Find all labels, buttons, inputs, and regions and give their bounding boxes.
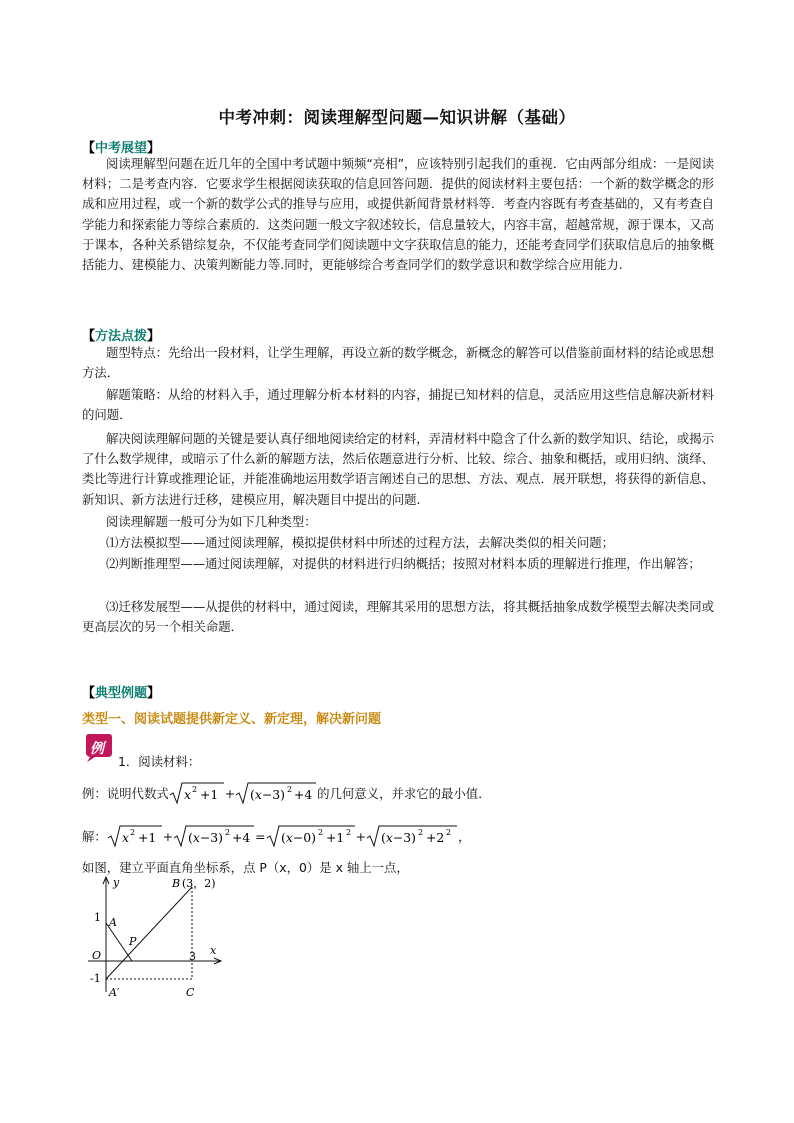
tick-label-minus1: -1 bbox=[90, 972, 101, 985]
method-key: 解决阅读理解问题的关键是要认真仔细地阅读给定的材料，弄清材料中隐含了什么新的数学知识、结论，或揭示了什么数学规律，或暗示了什么新的解题方法，然后依题意进行分析、比较、综合、抽象和概括，或用归纳、演绎、类比等进行计算或推理论证，并能准确地运用数学语言阐述自己的思想、方法、观点．展开联想，将获得的新信息、新知识、新方法进行迁移，建模应用，解决题目中提出的问题. bbox=[82, 431, 714, 507]
solution-line: 解： x 2 +1 + (x−3) 2 +4 = (x−0) 2 +1 2 + (x−3) 2 +2 2 ， bbox=[82, 821, 470, 851]
svg-text:+4: +4 bbox=[232, 830, 251, 845]
point-A-label: A bbox=[109, 916, 117, 929]
point-B-coords: (3，2) bbox=[182, 877, 216, 890]
radical-expression bbox=[235, 781, 317, 805]
example-prefix: 例：说明代数式 bbox=[82, 786, 169, 801]
section-label: 方法点拨 bbox=[95, 329, 148, 344]
svg-text:x: x bbox=[183, 787, 191, 802]
point-P-label: P bbox=[129, 935, 137, 948]
coordinate-figure bbox=[82, 874, 232, 1004]
section-header-method: 【方法点拨】 bbox=[82, 329, 161, 344]
radical-expression bbox=[266, 824, 356, 848]
method-strategy: 解题策略：从给的材料入手，通过理解分析本材料的内容，捕捉已知材料的信息，灵活应用这些信息解决新材料的问题． bbox=[82, 387, 714, 423]
section-label: 中考展望 bbox=[95, 141, 148, 156]
svg-text:2: 2 bbox=[191, 785, 197, 794]
svg-text:2: 2 bbox=[417, 828, 424, 837]
svg-text:+1: +1 bbox=[137, 830, 157, 845]
page-title: 中考冲刺：阅读理解型问题—知识讲解（基础） bbox=[218, 108, 576, 127]
radical-expression bbox=[107, 824, 163, 848]
point-B-label: B bbox=[172, 877, 181, 890]
svg-text:+1: +1 bbox=[199, 787, 218, 802]
example-suffix: 的几何意义，并求它的最小值． bbox=[317, 786, 491, 801]
svg-text:+2: +2 bbox=[425, 830, 445, 845]
svg-text:2: 2 bbox=[317, 828, 323, 837]
svg-text:2: 2 bbox=[345, 828, 351, 837]
tick-label-1: 1 bbox=[94, 911, 101, 924]
example-line: 例：说明代数式 x 2 +1 + (x−3) 2 +4 的几何意义，并求它的最小值． bbox=[82, 778, 491, 808]
svg-text:2: 2 bbox=[129, 828, 135, 837]
svg-text:2: 2 bbox=[287, 785, 293, 794]
svg-text:(x−3): (x−3) bbox=[380, 830, 416, 845]
segment-AprimeB bbox=[106, 887, 192, 979]
item-1-heading: 1．阅读材料： bbox=[118, 754, 201, 769]
method-type-2: ⑵判断推理型——通过阅读理解，对提供的材料进行归纳概括；按照对材料本质的理解进行推理，作出解答； bbox=[106, 556, 701, 571]
svg-text:(x−3): (x−3) bbox=[188, 830, 224, 845]
radical-expression bbox=[173, 824, 255, 848]
svg-text:+1: +1 bbox=[325, 830, 344, 845]
radical-expression bbox=[366, 824, 458, 848]
section-header-examples: 【典型例题】 bbox=[82, 686, 161, 701]
point-Aprime-label: A′ bbox=[109, 986, 120, 999]
coordinate-setup-text: 如图，建立平面直角坐标系，点 P（x，0）是 x 轴上一点， bbox=[82, 860, 409, 875]
x-axis-label: x bbox=[210, 944, 217, 957]
y-axis-label: y bbox=[113, 876, 120, 889]
section-header-outlook: 【中考展望】 bbox=[82, 141, 161, 156]
example-badge-label: 例 bbox=[90, 741, 104, 757]
outlook-paragraph: 阅读理解型问题在近几年的全国中考试题中频频“亮相”，应该特别引起我们的重视．它由两部分组成：一是阅读材料；二是考查内容．它要求学生根据阅读获取的信息回答问题．提供的阅读材料主要包括：一个新的数学概念的形成和应用过程，或一个新的数学公式的推导与应用，或提供新闻背景材料等．考查内容既有考查基础的，又有考查自学能力和探索能力等综合素质的．这类问题一般文字叙述较长，信息量较大，内容丰富，超越常规，源于课本，又高于课本，各种关系错综复杂，不仅能考查同学们阅读题中文字获取信息的能力，还能考查同学们获取信息后的抽象概括能力、建模能力、决策判断能力等.同时，更能够综合考查同学们的数学意识和数学综合应用能力. bbox=[82, 156, 714, 273]
section-label: 典型例题 bbox=[95, 686, 148, 701]
svg-text:x: x bbox=[121, 830, 129, 845]
svg-text:2: 2 bbox=[445, 828, 452, 837]
solution-prefix: 解： bbox=[82, 829, 107, 844]
point-C-label: C bbox=[186, 986, 195, 999]
example-type-subtitle: 类型一、阅读试题提供新定义、新定理，解决新问题 bbox=[82, 712, 382, 727]
radical-expression bbox=[169, 781, 225, 805]
method-type-1: ⑴方法模拟型——通过阅读理解，模拟提供材料中所述的过程方法，去解决类似的相关问题； bbox=[106, 535, 615, 550]
method-type-3: ⑶迁移发展型——从提供的材料中，通过阅读，理解其采用的思想方法，将其概括抽象成数学模型去解决类同或更高层次的另一个相关命题． bbox=[82, 599, 714, 635]
svg-text:(x−0): (x−0) bbox=[280, 830, 316, 845]
svg-text:+4: +4 bbox=[294, 787, 313, 802]
method-types-intro: 阅读理解题一般可分为如下几种类型： bbox=[106, 514, 317, 529]
tick-label-3: 3 bbox=[189, 950, 196, 963]
svg-text:(x−3): (x−3) bbox=[250, 787, 286, 802]
solution-suffix: ， bbox=[457, 829, 471, 844]
svg-text:2: 2 bbox=[225, 828, 231, 837]
method-features: 题型特点：先给出一段材料，让学生理解，再设立新的数学概念，新概念的解答可以借鉴前面材料的结论或思想方法． bbox=[82, 345, 714, 381]
origin-label: O bbox=[92, 949, 102, 962]
